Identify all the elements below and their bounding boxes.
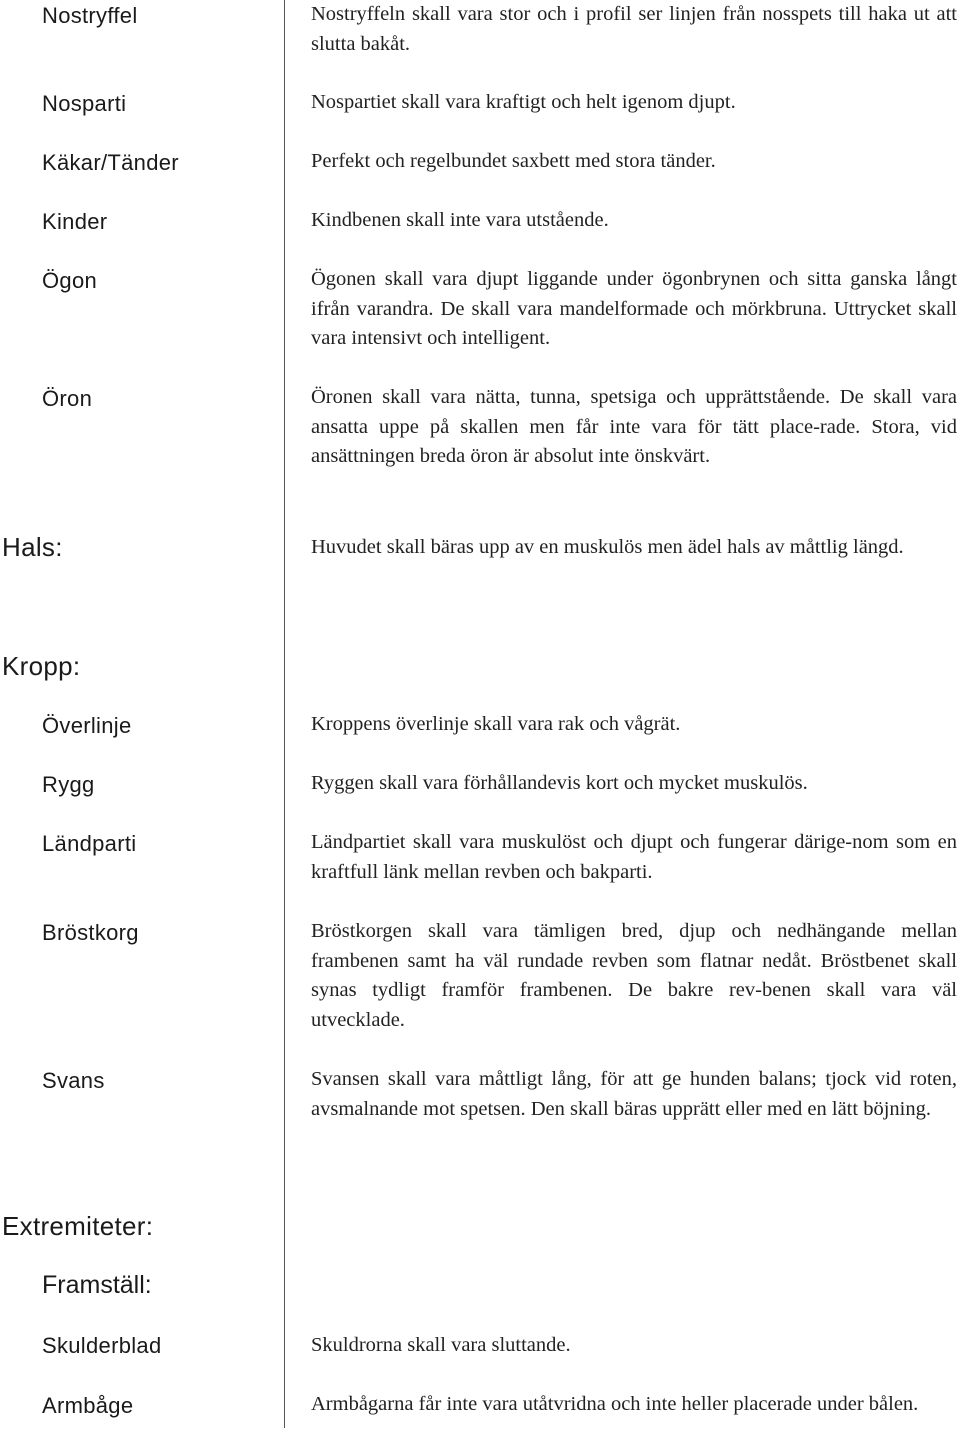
text-oron: Öronen skall vara nätta, tunna, spetsiga och upprättstående. De skall vara ansatta uppe på skallen men får inte vara för tätt place-rade. Stora, vid ansättningen breda öron är absolut inte önskvärt. <box>311 386 957 468</box>
section-kropp: Kropp: <box>2 651 81 681</box>
text-overlinje: Kroppens överlinje skall vara rak och vågrät. <box>311 713 681 735</box>
text-nosparti: Nospartiet skall vara kraftigt och helt igenom djupt. <box>311 91 736 113</box>
text-skulderblad: Skuldrorna skall vara sluttande. <box>311 1334 571 1356</box>
label-armbage: Armbåge <box>42 1393 134 1418</box>
label-rygg: Rygg <box>42 772 95 797</box>
section-extremiteter: Extremiteter: <box>2 1211 154 1241</box>
text-ogon: Ögonen skall vara djupt liggande under ögonbrynen och sitta ganska långt ifrån varandra. De skall vara mandelformade och mörkbruna. Uttrycket skall vara intensivt och intelligent. <box>311 268 957 350</box>
label-nostryffel: Nostryffel <box>42 3 138 28</box>
text-brostkorg: Bröstkorgen skall vara tämligen bred, djup och nedhängande mellan frambenen samt ha väl rundade revben som flatnar nedåt. Bröstbenet skall synas tydligt framför frambenen. De bakre rev-benen skall vara väl utvecklade. <box>311 920 957 1032</box>
text-landparti: Ländpartiet skall vara muskulöst och djupt och fungerar därige-nom som en kraftfull länk mellan revben och bakparti. <box>311 831 957 883</box>
label-skulderblad: Skulderblad <box>42 1333 162 1358</box>
label-kinder: Kinder <box>42 209 108 234</box>
text-kinder: Kindbenen skall inte vara utstående. <box>311 209 609 231</box>
text-nostryffel: Nostryffeln skall vara stor och i profil ser linjen från nosspets till haka ut att slutta bakåt. <box>311 3 957 55</box>
section-hals: Hals: <box>2 532 63 562</box>
text-armbage: Armbågarna får inte vara utåtvridna och inte heller placerade under bålen. <box>311 1393 919 1415</box>
label-oron: Öron <box>42 386 93 411</box>
label-overlinje: Överlinje <box>42 713 132 738</box>
label-kakar-tander: Käkar/Tänder <box>42 150 179 175</box>
text-svans: Svansen skall vara måttligt lång, för att ge hunden balans; tjock vid roten, avsmalnande mot spetsen. Den skall bäras upprätt eller med en lätt böjning. <box>311 1068 957 1120</box>
text-rygg: Ryggen skall vara förhållandevis kort och mycket muskulös. <box>311 772 808 794</box>
column-divider <box>284 0 285 1428</box>
label-ogon: Ögon <box>42 268 98 293</box>
label-nosparti: Nosparti <box>42 91 127 116</box>
text-kakar-tander: Perfekt och regelbundet saxbett med stora tänder. <box>311 150 716 172</box>
label-brostkorg: Bröstkorg <box>42 920 139 945</box>
text-hals: Huvudet skall bäras upp av en muskulös men ädel hals av måttlig längd. <box>311 536 904 558</box>
label-svans: Svans <box>42 1068 105 1093</box>
label-landparti: Ländparti <box>42 831 137 856</box>
subsection-framstall: Framställ: <box>42 1271 152 1299</box>
